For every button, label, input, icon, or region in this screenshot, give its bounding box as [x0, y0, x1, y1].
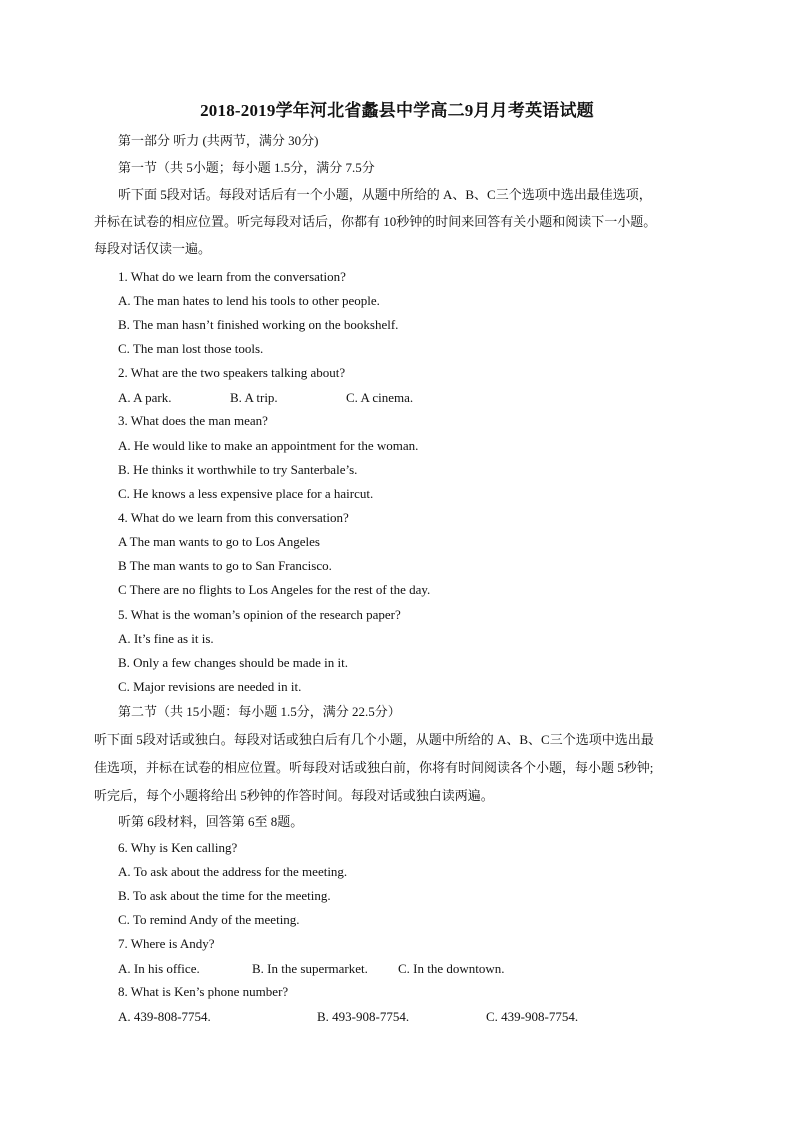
question-5-option-a: A. It’s fine as it is.	[118, 631, 214, 646]
question-1-option-c: C. The man lost those tools.	[118, 341, 264, 356]
material-6-instruction: 听第 6段材料，回答第 6至 8题。	[118, 814, 304, 829]
section2-instruction-line: 听下面 5段对话或独白。每段对话或独白后有几个小题，从题中所给的 A、B、C三个选项中选出最	[94, 732, 654, 747]
question-5-option-c: C. Major revisions are needed in it.	[118, 679, 302, 694]
question-5-option-b: B. Only a few changes should be made in it.	[118, 655, 348, 670]
question-4-option-c: C There are no flights to Los Angeles for the rest of the day.	[118, 582, 431, 597]
section2-instruction-line: 听完后，每个小题将给出 5秒钟的作答时间。每段对话或独白读两遍。	[94, 788, 494, 803]
question-1-option-a: A. The man hates to lend his tools to other people.	[118, 293, 380, 308]
exam-title: 2018-2019学年河北省蠡县中学高二9月月考英语试题	[200, 101, 594, 120]
question-4: 4. What do we learn from this conversation?	[118, 510, 349, 525]
section2-instruction-line: 佳选项，并标在试卷的相应位置。听每段对话或独白前，你将有时间阅读各个小题，每小题 5秒钟;	[94, 760, 654, 775]
question-8: 8. What is Ken’s phone number?	[118, 984, 289, 999]
section2-heading: 第二节（共 15小题：每小题 1.5分，满分 22.5分）	[118, 704, 401, 719]
question-2-option-c: C. A cinema.	[346, 390, 414, 405]
section1-instruction-line: 并标在试卷的相应位置。听完每段对话后，你都有 10秒钟的时间来回答有关小题和阅读下一小题。	[94, 214, 657, 229]
question-8-option-a: A. 439-808-7754.	[118, 1009, 211, 1024]
question-8-option-b: B. 493-908-7754.	[317, 1009, 410, 1024]
question-5: 5. What is the woman’s opinion of the research paper?	[118, 607, 401, 622]
question-3-option-b: B. He thinks it worthwhile to try Santerbale’s.	[118, 462, 358, 477]
question-2: 2. What are the two speakers talking about?	[118, 365, 346, 380]
question-4-option-b: B The man wants to go to San Francisco.	[118, 558, 332, 573]
question-4-option-a: A The man wants to go to Los Angeles	[118, 534, 320, 549]
question-6-option-b: B. To ask about the time for the meeting.	[118, 888, 331, 903]
question-7-option-c: C. In the downtown.	[398, 961, 505, 976]
question-6-option-c: C. To remind Andy of the meeting.	[118, 912, 300, 927]
question-1: 1. What do we learn from the conversation?	[118, 269, 346, 284]
question-7-option-a: A. In his office.	[118, 961, 200, 976]
question-3-option-c: C. He knows a less expensive place for a haircut.	[118, 486, 374, 501]
question-2-option-a: A. A park.	[118, 390, 172, 405]
question-2-option-b: B. A trip.	[230, 390, 278, 405]
question-7-option-b: B. In the supermarket.	[252, 961, 368, 976]
section1-heading: 第一节（共 5小题；每小题 1.5分，满分 7.5分	[118, 160, 375, 175]
question-1-option-b: B. The man hasn’t finished working on the bookshelf.	[118, 317, 399, 332]
question-6-option-a: A. To ask about the address for the meeting.	[118, 864, 348, 879]
section1-instruction-line: 听下面 5段对话。每段对话后有一个小题，从题中所给的 A、B、C三个选项中选出最佳选项，	[118, 187, 652, 202]
question-3-option-a: A. He would like to make an appointment for the woman.	[118, 438, 419, 453]
part1-heading: 第一部分 听力 (共两节，满分 30分)	[118, 133, 319, 148]
section1-instruction-line: 每段对话仅读一遍。	[94, 241, 212, 256]
question-8-option-c: C. 439-908-7754.	[486, 1009, 579, 1024]
question-6: 6. Why is Ken calling?	[118, 840, 238, 855]
question-3: 3. What does the man mean?	[118, 413, 268, 428]
question-7: 7. Where is Andy?	[118, 936, 215, 951]
